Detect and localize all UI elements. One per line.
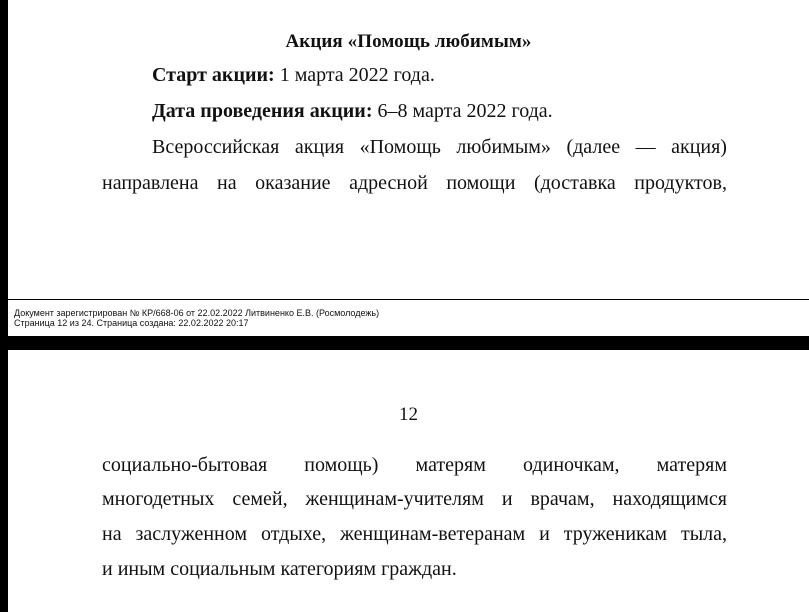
word: акция — [294, 136, 345, 158]
word: женщинам-ветеранам — [340, 523, 526, 545]
word: продуктов, — [634, 172, 727, 194]
word: любимым» — [456, 136, 551, 158]
word: труженикам — [563, 523, 668, 545]
word: отдыхе, — [260, 523, 327, 545]
start-value: 1 марта 2022 года. — [274, 64, 435, 86]
word: находящимся — [612, 488, 727, 510]
word: и — [539, 523, 550, 545]
word: — — [635, 136, 656, 158]
paragraph-line-2 — [102, 172, 727, 195]
footer-registration: Документ зарегистрирован № КР/668-06 от 22.02.2022 Литвиненко Е.В. (Росмолодежь) — [14, 308, 380, 318]
word: многодетных — [102, 488, 215, 510]
start-label: Старт акции: — [152, 64, 275, 86]
word: и — [501, 488, 513, 510]
word: помощь) — [304, 454, 379, 476]
word: врачам, — [530, 488, 595, 510]
word: (доставка — [533, 172, 616, 194]
document-title: Акция «Помощь любимым» — [285, 31, 532, 52]
dates-value: 6–8 марта 2022 года. — [372, 100, 553, 122]
word: «Помощь — [359, 136, 441, 158]
paragraph-line-5 — [102, 523, 727, 546]
word: на — [102, 523, 122, 545]
word: на — [217, 172, 237, 194]
dates-line — [152, 100, 553, 123]
word: социально-бытовая — [102, 454, 268, 476]
paragraph-line-4 — [102, 488, 727, 511]
page-number: 12 — [399, 404, 418, 425]
word: адресной — [349, 172, 428, 194]
footer-page-info: Страница 12 из 24. Страница создана: 22.02.2022 20:17 — [14, 318, 249, 328]
paragraph-line-6: и иным социальным категориям граждан. — [102, 558, 457, 580]
footer-divider — [8, 299, 809, 300]
word: матерям — [415, 454, 486, 476]
start-line — [152, 64, 435, 87]
word: матерям — [656, 454, 727, 476]
document-page-12-top — [8, 350, 809, 612]
word: тыла, — [680, 523, 727, 545]
word: оказание — [255, 172, 331, 194]
word: акция) — [671, 136, 727, 158]
word: помощи — [446, 172, 516, 194]
dates-label: Дата проведения акции: — [152, 100, 373, 122]
word: направлена — [102, 172, 199, 194]
paragraph-line-3 — [102, 454, 727, 477]
word: (далее — [566, 136, 621, 158]
word: Всероссийская — [152, 136, 280, 158]
word: заслуженном — [135, 523, 248, 545]
word: одиночкам, — [523, 454, 620, 476]
document-page-11-bottom — [8, 0, 809, 336]
word: семей, — [232, 488, 288, 510]
word: женщинам-учителям — [305, 488, 484, 510]
paragraph-line-1 — [152, 136, 727, 159]
